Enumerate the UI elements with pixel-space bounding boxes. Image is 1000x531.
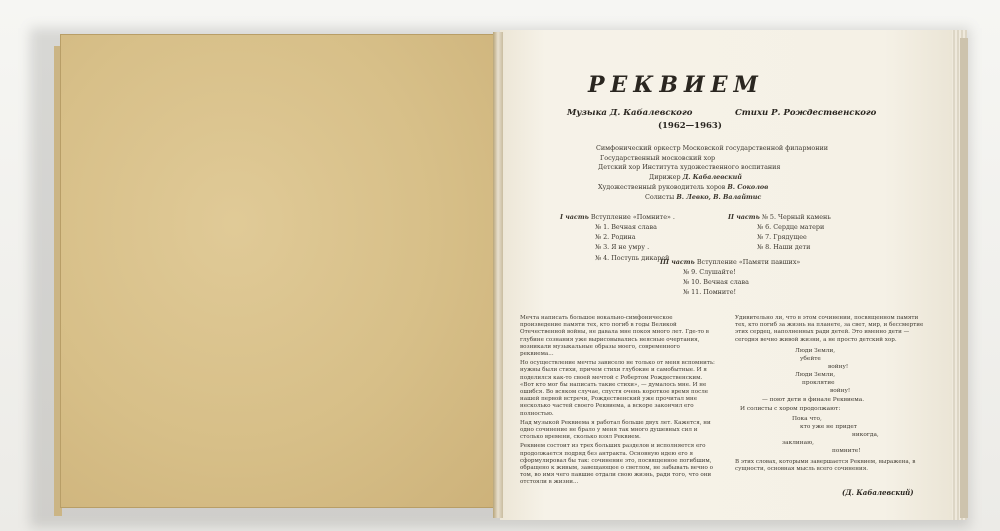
lyrics-credit: Стихи Р. Рождественского [735, 108, 877, 118]
part-2-heading: II часть [728, 213, 760, 221]
performer-1: Симфонический оркестр Московской государственной филармонии [596, 144, 829, 152]
essay-paragraph: Реквием состоит из трех больших разделов и исполняется его продолжается подряд без антракта. Основную идею его я сформулировал бы так: сочинение это, посвященное погибшим, обращено к живым, завещающее о светлом, не забывать вечно о том, во имя чего павшие отдали свою жизнь, ради того, что они отстояли в жизни... [520, 443, 714, 486]
part-3-item: Вступление «Памяти павших» [696, 258, 801, 266]
right-cover-edge [960, 38, 968, 518]
part-1-item: № 1. Вечная слава [595, 223, 657, 231]
spine [493, 32, 503, 518]
essay-paragraph: В этих словах, которыми завершается Реквием, выражена, в сущности, основная мысль всего сочинения. [735, 459, 916, 473]
verse-line: помните! [832, 448, 861, 454]
verse-line: заклинаю, [782, 440, 814, 446]
signature: (Д. Кабалевский) [842, 488, 914, 497]
conductor-label: Дирижер [649, 173, 681, 181]
page-title: РЕКВИЕМ [588, 72, 764, 98]
part-2 [728, 213, 831, 221]
part-2-item: № 5. Черный камень [761, 213, 831, 221]
soloists-names: В. Левко, В. Валайтис [676, 193, 762, 201]
part-1-item: № 4. Поступь дикарей [595, 254, 670, 262]
verse-line: убейте [800, 356, 821, 362]
soloists-label: Солисты [645, 193, 675, 201]
verse-line: кто уже не придет [800, 424, 857, 430]
part-1-item: Вступление «Помните» . [590, 213, 675, 221]
part-3-item: № 11. Помните! [683, 288, 737, 296]
part-3 [660, 258, 800, 266]
verse-line: никогда, [852, 432, 879, 438]
part-2-item: № 7. Грядущее [757, 233, 807, 241]
verse-line: Люди Земли, [795, 372, 836, 378]
part-1-item: № 2. Родина [595, 233, 636, 241]
music-credit: Музыка Д. Кабалевского [567, 108, 693, 118]
years: (1962—1963) [658, 121, 722, 131]
choir-director [598, 183, 768, 191]
essay-paragraph: Над музыкой Реквиема я работал больше двух лет. Кажется, ни одно сочинение не брало у меня так много душевных сил и столько времени, сколько взял Реквием. [520, 419, 711, 441]
part-3-item: № 10. Вечная слава [683, 278, 749, 286]
choir-director-label: Художественный руководитель хоров [598, 183, 726, 191]
part-3-heading: III часть [660, 258, 695, 266]
soloists [645, 193, 761, 201]
essay-paragraph: Мечта написать большое вокально-симфоническое произведение памяти тех, кто погиб в годы Великой Отечественной войны, не давала мне покоя много лет. Где-то в глубине сознания уже вырисовывались неясные очертания, возникали музыкальные образы моего, современного реквиема... [520, 315, 709, 358]
verse-line: — поют дети в финале Реквиема. [762, 397, 865, 403]
part-2-item: № 8. Наши дети [757, 243, 811, 251]
essay-paragraph: Но осуществление мечты зависело не только от меня вспомнить: нужны были стихи, причем стихи глубокие и самобытные. И я поделился как-то своей мечтой с Робертом Рождественским. «Вот кто мог бы написать такие стихи», — думалось мне. И не ошибся. Во всяком случае, спустя очень короткое время после нашей первой встречи, Рождественский уже прочитал мне несколько частей своего Реквиема, а вскоре закончил его полностью. [520, 360, 715, 417]
choir-director-name: В. Соколов [727, 183, 769, 191]
performer-3: Детский хор Института художественного воспитания [598, 163, 781, 171]
verse-line: войну! [828, 364, 849, 370]
essay-right [735, 315, 930, 346]
part-1-item: № 3. Я не умру . [595, 243, 650, 251]
part-3-item: № 9. Слушайте! [683, 268, 736, 276]
part-1-heading: I часть [560, 213, 589, 221]
essay-paragraph: Удивительно ли, что в этом сочинении, посвященном памяти тех, кто погиб за жизнь на планете, за свет, мир, и бессмертие этих сердец, наполненных ради детей. Это именно дети — сегодня вечно живой жизни, а не просто детский хор. [735, 315, 924, 343]
verse-line: Люди Земли, [795, 348, 836, 354]
part-1 [560, 213, 675, 221]
left-page-border [60, 34, 496, 508]
verse-line: войну! [830, 388, 851, 394]
conductor [649, 173, 742, 181]
part-2-item: № 6. Сердце матери [757, 223, 825, 231]
essay-left [520, 315, 715, 489]
essay-closing [735, 459, 930, 475]
verse-line: И солисты с хором продолжают: [740, 406, 841, 412]
verse-line: Пока что, [792, 416, 822, 422]
verse-line: проклятие [802, 380, 835, 386]
conductor-name: Д. Кабалевский [682, 173, 742, 181]
performer-2: Государственный московский хор [600, 154, 716, 162]
